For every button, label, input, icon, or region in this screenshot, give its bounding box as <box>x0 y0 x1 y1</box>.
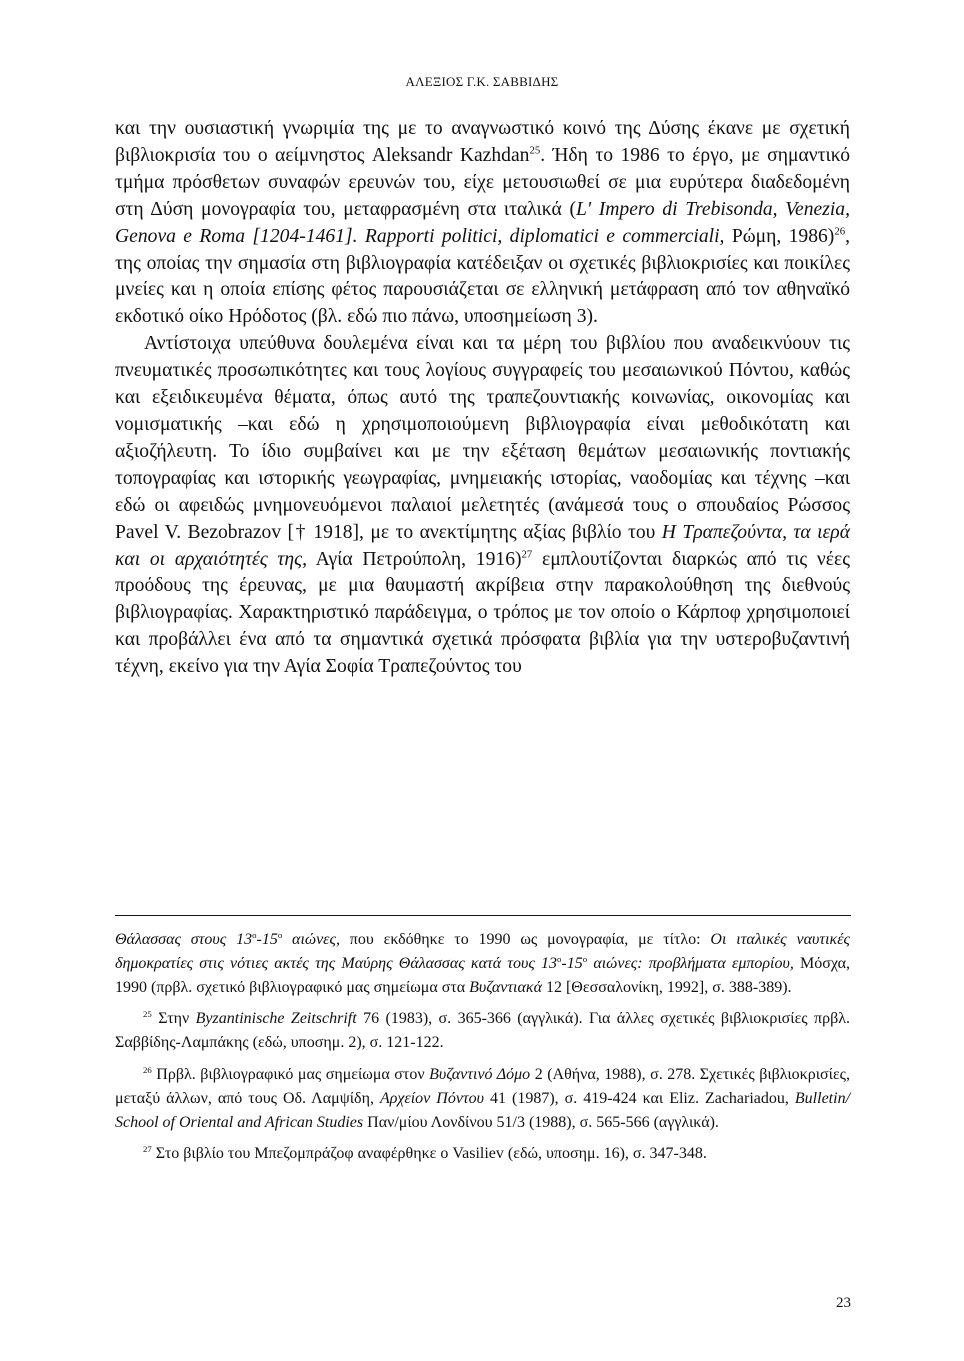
footnote-number: 25 <box>143 1009 152 1020</box>
paragraph-1 <box>115 116 850 331</box>
text-span: που εκδόθηκε το 1990 ως μονογραφία, με τίτλο: <box>339 931 711 948</box>
footnote-25 <box>115 1007 850 1055</box>
footnote-continuation <box>115 928 850 999</box>
footnote-number: 26 <box>143 1064 152 1075</box>
italic-title: Byzantinische Zeitschrift <box>195 1010 357 1028</box>
italic-text: -15 <box>561 954 583 972</box>
italic-title: Αρχείον Πόντου <box>379 1089 485 1107</box>
italic-title: Οι ιταλικές ναυτικές δημοκρατίες στις νότιες ακτές της Μαύρης Θάλασσας κατά τους 13 <box>115 931 850 972</box>
text-span: Στο βιβλίο του Μπεζομπράζοφ αναφέρθηκε ο Vasiliev (εδώ, υποσημ. 16), σ. 347-348. <box>151 1145 707 1163</box>
text-span: Πρβλ. βιβλιογραφικό μας σημείωμα στον <box>151 1065 430 1083</box>
text-span: Μόσχα, 1990 (πρβλ. σχετικό βιβλιογραφικό μας σημείωμα στα <box>115 954 851 996</box>
footnote-separator <box>115 915 851 916</box>
footnote-27 <box>115 1142 850 1166</box>
superscript: ο <box>582 953 588 964</box>
footnote-ref-27[interactable]: 27 <box>521 547 533 560</box>
text-span: , της οποίας την σημασία στη βιβλιογραφία κατέδειξαν οι σχετικές βιβλιοκρισίες και ποικίλες μνείες και η οποία επίσης φέτος παρουσιάζεται σε ελληνική μετάφραση από τον αθηναϊκό εκδοτικό οίκο Ηρόδοτος (βλ. εδώ πιο πάνω, υποσημείωση 3). <box>115 225 851 328</box>
italic-text: αιώνες: προβλήματα εμπορίου, <box>587 954 794 972</box>
text-span: εμπλουτίζονται διαρκώς από τις νέες προόδους της έρευνας, με μια θαυμαστή ακρίβεια στην παρακολούθηση της διεθνούς βιβλιογραφίας. Χαρακτηριστικό παράδειγμα, ο τρόπος με τον οποίο ο Κάρποφ χρησιμοποιεί και προβάλλει ένα από τα σημαντικά σχετικά πρόσφατα βιβλία για την υστεροβυζαντινή τέχνη, εκείνο για την Αγία Σοφία Τραπεζούντος του <box>115 548 850 678</box>
italic-title: Βυζαντιακά <box>469 978 542 996</box>
text-span: . Ήδη το 1986 το έργο, με σημαντικό τμήμα πρόσθετων συναφών ερευνών του, είχε μετουσιωθεί σε μια ευρύτερα διαδεδομένη στη Δύση μονογραφία του, μεταφρασμένη στα ιταλικά ( <box>115 144 851 220</box>
italic-title: Η Τραπεζούντα, τα ιερά και οι αρχαιότητές της, <box>115 521 850 570</box>
italic-text: Θάλασσας στους 13 <box>115 931 253 948</box>
text-span: 41 (1987), σ. 419-424 και Eliz. Zachariadou, <box>484 1089 795 1107</box>
text-span: Αντίστοιχα υπεύθυνα δουλεμένα είναι και τα μέρη του βιβλίου που αναδεικνύουν τις πνευματικές προσωπικότητες και τους λογίους συγγραφείς του μεσαιωνικού Πόντου, καθώς και εξειδικευμένα θέματα, όπως αυτό της τραπεζουντιακής κοινωνίας, οικονομίας και νομισματικής –και εδώ η χρησιμοποιούμενη βιβλιογραφία είναι μεθοδικότατη και αξιοζήλευτη. Το ίδιο συμβαίνει και με την εξέταση θεμάτων μεσαιωνικής ποντιακής τοπογραφίας και ιστορικής γεωγραφίας, μνημειακής ιστορίας, ναοδομίας και τέχνης –και εδώ οι αφειδώς μνημονευόμενοι παλαιοί μελετητές (ανάμεσά τους ο σπουδαίος Ρώσσος Pavel V. Bezobrazov [† 1918], με το ανεκτίμητης αξίας βιβλίο του <box>115 333 850 543</box>
text-span: Αγία Πετρούπολη, 1916) <box>307 548 522 570</box>
italic-text: αιώνες, <box>282 931 340 948</box>
footnote-ref-26[interactable]: 26 <box>834 225 846 238</box>
page-number: 23 <box>836 1295 851 1311</box>
paragraph-2 <box>115 331 850 681</box>
text-span: 12 [Θεσσαλονίκη, 1992], σ. 388-389). <box>541 978 792 996</box>
text-span: 76 (1983), σ. 365-366 (αγγλικά). Για άλλες σχετικές βιβλιοκρισίες πρβλ. Σαββίδης-Λαμπάκης (εδώ, υποσημ. 2), σ. 121-122. <box>115 1010 850 1052</box>
text-span: Ρώμη, 1986) <box>724 225 835 247</box>
italic-text: -15 <box>256 931 278 948</box>
superscript: ο <box>252 929 257 940</box>
footnote-ref-25[interactable]: 25 <box>529 144 541 157</box>
text-span: Στην <box>151 1010 196 1028</box>
footnote-26 <box>115 1063 850 1134</box>
footnotes <box>115 928 850 1174</box>
running-head: ΑΛΕΞΙΟΣ Γ.Κ. ΣΑΒΒΙΔΗΣ <box>405 74 559 89</box>
text-span: Παν/μίου Λονδίνου 51/3 (1988), σ. 565-566 (αγγλικά). <box>363 1113 719 1131</box>
superscript: ο <box>557 953 562 964</box>
body-text <box>115 116 850 681</box>
italic-title: Bulletin/ School of Oriental and African Studies <box>115 1089 851 1131</box>
text-span: και την ουσιαστική γνωριμία της με το αναγνωστικό κοινό της Δύσης έκανε με σχετική βιβλιοκρισία του ο αείμνηστος Aleksandr Kazhdan <box>115 118 850 166</box>
italic-title: L' Impero di Trebisonda, Venezia, Genova e Roma [1204-1461]. Rapporti politici, diplomatici e commerciali, <box>115 198 850 247</box>
superscript: ο <box>277 929 283 940</box>
footnote-number: 27 <box>143 1144 152 1155</box>
italic-title: Βυζαντινό Δόμο <box>429 1065 531 1083</box>
text-span: 2 (Αθήνα, 1988), σ. 278. Σχετικές βιβλιοκρισίες, μεταξύ άλλων, από τους Οδ. Λαμψίδη, <box>115 1065 850 1107</box>
